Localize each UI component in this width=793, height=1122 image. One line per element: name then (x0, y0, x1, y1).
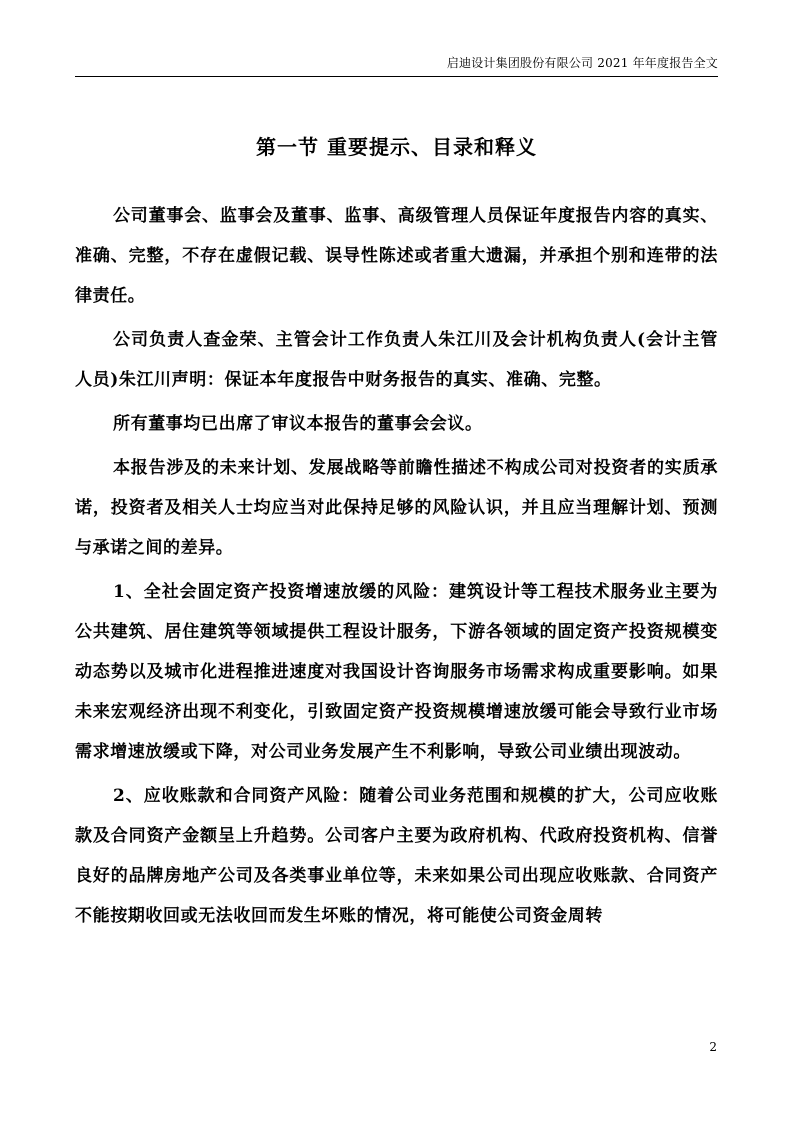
paragraph-risk-receivables: 2、应收账款和合同资产风险：随着公司业务范围和规模的扩大，公司应收账款及合同资产金额呈上升趋势。公司客户主要为政府机构、代政府投资机构、信誉良好的品牌房地产公司及各类事业单位等，未来如果公司出现应收账款、合同资产不能按期收回或无法收回而发生坏账的情况，将可能使公司资金周转 (75, 786, 718, 926)
page-header (75, 50, 718, 77)
document-body (75, 196, 718, 940)
paragraph-board-attendance: 所有董事均已出席了审议本报告的董事会会议。 (113, 414, 483, 434)
paragraph-forward-looking: 本报告涉及的未来计划、发展战略等前瞻性描述不构成公司对投资者的实质承诺，投资者及相关人士均应当对此保持足够的风险认识，并且应当理解计划、预测与承诺之间的差异。 (75, 458, 718, 558)
page-number: 2 (709, 1040, 717, 1054)
header-title: 启迪设计集团股份有限公司 2021 年年度报告全文 (446, 56, 718, 70)
paragraph-risk-investment: 1、全社会固定资产投资增速放缓的风险：建筑设计等工程技术服务业主要为公共建筑、居住建筑等领域提供工程设计服务，下游各领域的固定资产投资规模变动态势以及城市化进程推进速度对我国设计咨询服务市场需求构成重要影响。如果未来宏观经济出现不利变化，引致固定资产投资规模增速放缓可能会导致行业市场需求增速放缓或下降，对公司业务发展产生不利影响，导致公司业绩出现波动。 (75, 582, 718, 762)
paragraph-financial-statement: 公司负责人查金荣、主管会计工作负责人朱江川及会计机构负责人(会计主管人员)朱江川声明：保证本年度报告中财务报告的真实、准确、完整。 (75, 330, 718, 390)
paragraph-responsibility: 公司董事会、监事会及董事、监事、高级管理人员保证年度报告内容的真实、准确、完整，不存在虚假记载、误导性陈述或者重大遗漏，并承担个别和连带的法律责任。 (75, 206, 718, 306)
section-title: 第一节 重要提示、目录和释义 (256, 135, 537, 159)
